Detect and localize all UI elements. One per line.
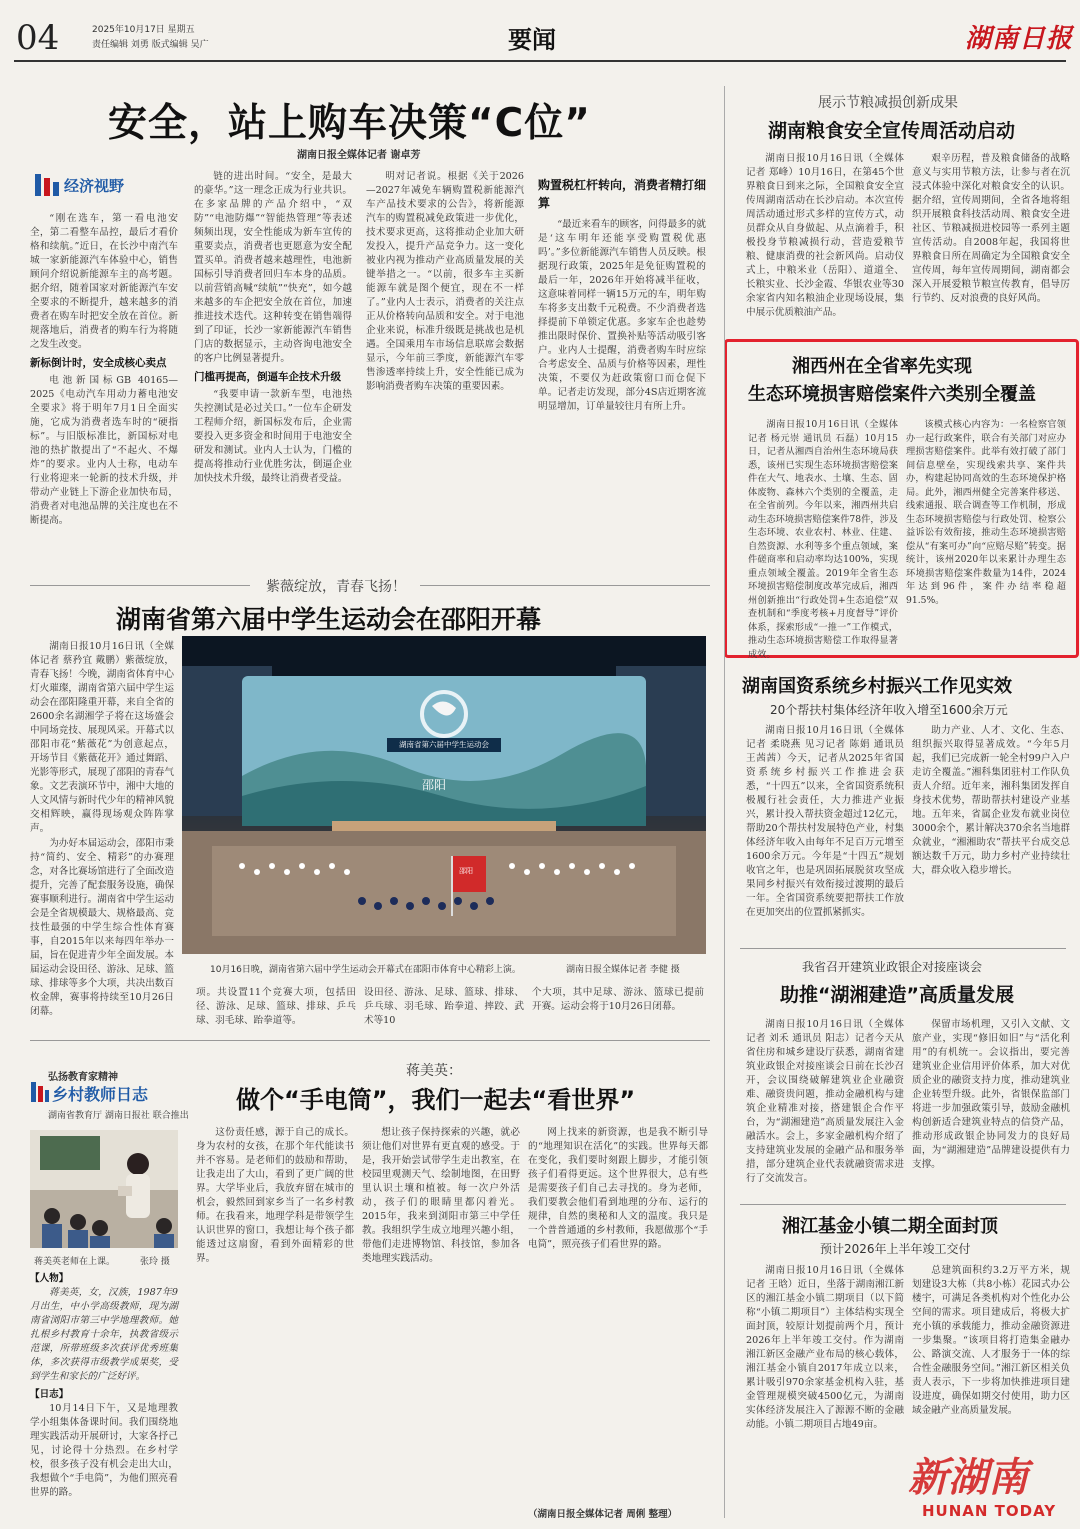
- sports-bottom-para-2: 设田径、游泳、足球、篮球、排球、乒乓球、羽毛球、跆拳道、摔跤、武术等10: [364, 987, 524, 1026]
- classroom-illustration: [30, 1130, 178, 1248]
- teacher-kicker: 蒋美英：: [406, 1063, 462, 1079]
- teacher-profile-label: 【人物】: [30, 1273, 69, 1284]
- economy-column-icon: [34, 172, 60, 198]
- teacher-column-label: 乡村教师日志: [52, 1085, 149, 1104]
- car-column-2: [194, 170, 352, 559]
- jianzhu-column-2: [912, 1018, 1070, 1196]
- column-badge-economy: [34, 172, 134, 198]
- sports-paragraph-1: 湖南日报10月16日讯（全媒体记者 蔡矜宜 戴鹏）紫薇绽放，青春飞扬！今晚，湖南省体育中心灯火璀璨，湖南省第六届中学生运动会在邵阳隆重开幕，来自全省的2600余名湖湘学子将在这场盛会中同场竞技、展现风采。开幕式以邵阳市花“紫薇花”为创意起点，开场节目《紫薇花开》通过舞蹈、光影等形式，展现了邵阳的青春气象。文艺表演环节中，湘中大地的人文风情与新时代少年的精神风貌交相辉映，赢得现场观众阵阵掌声。: [30, 641, 174, 834]
- xiangxi-paragraph-1: 湖南日报10月16日讯（全媒体记者 杨元崇 通讯员 石磊）10月15日，记者从湘西自治州生态环境局获悉，该州已实现生态环境损害赔偿案件在大气、地表水、土壤、生态、固体废物、森林六个类别的全覆盖，走在全省前列。今年以来，湘西州共启动生态环境损害赔偿案件78件，涉及生态环境、农业农村、林业、住建、自然资源、水利等多个重点领域，案件磋商率和启动率均达100%，实现重点领域全覆盖。2019年全省生态环境损害赔偿制度改革完成后，湘西州创新推出“行政处罚+生态追偿”双查机制和“季度考核+月度督导”评价体系，探索形成“一推一”工作模式，推动生态环境损害赔偿工作取得显著成效。: [748, 419, 898, 660]
- horizontal-divider-teacher: [30, 1040, 710, 1041]
- teacher-photo-caption: 蒋美英老师在上课。: [34, 1257, 116, 1267]
- car-paragraph-1b: 电池新国标GB 40165—2025《电动汽车用动力蓄电池安全要求》将于明年7月1日全面实施，它成为消费者选车时的“硬指标”。与旧版标准比，新国标对电池的热扩散提出了“不起火、不爆炸”的要求。业内人士称，电动车行业将迎来一轮新的技术升级，并带动产业链上下游企业加快布局，消费者对电池品牌的关注度也在不断提高。: [30, 375, 178, 526]
- header-rule: [14, 60, 1066, 62]
- jianzhu-headline: 助推“湖湘建造”高质量发展: [780, 984, 1014, 1006]
- car-subhead-2: 门槛再提高，倒逼车企技术升级: [194, 371, 341, 383]
- teacher-column-badge: [30, 1080, 190, 1106]
- stadium-illustration: [182, 636, 706, 954]
- teacher-column-4: [528, 1126, 708, 1494]
- xiangxi-headline-line1: 湘西州在全省率先实现: [792, 356, 972, 377]
- teacher-signature: （湖南日报全媒体记者 周俐 整理）: [528, 1509, 678, 1520]
- teacher-column-2: [196, 1126, 354, 1522]
- teacher-column-org: 湖南省教育厅 湖南日报社 联合推出: [48, 1111, 189, 1121]
- watermark-logo: [900, 1446, 1070, 1526]
- watermark-cn: 新湖南: [908, 1455, 1028, 1501]
- car-headline: 安全，站上购车决策“C位”: [108, 101, 591, 146]
- car-column-3: [366, 170, 524, 559]
- watermark-en: HUNAN TODAY: [922, 1502, 1057, 1520]
- xiangxi-headline-line2: 生态环境损害赔偿案件六类别全覆盖: [748, 384, 1036, 405]
- guozi-paragraph-1: 湖南日报10月16日讯（全媒体记者 柔晓燕 见习记者 陈娟 通讯员 王茜茜）今天，记者从2025年省国资系统乡村振兴工作推进会获悉，“十四五”以来，全省国资系统积极履行社会责任，大力推进产业振兴，累计投入帮扶资金超过12亿元，帮助20个帮扶村发展特色产业，村集体经济年收入由每年不足百万元增至1600余万元。今年是“十四五”规划收官之年，也是巩固拓展脱贫攻坚成果同乡村振兴有效衔接过渡期的最后一年。全省国资系统要把帮扶工作放在更加突出的位置抓紧抓实。: [746, 725, 904, 918]
- guozi-column-2: [912, 724, 1070, 938]
- sports-paragraph-1b: 为办好本届运动会，邵阳市秉持“简约、安全、精彩”的办赛理念，对各比赛场馆进行了全面改造提升，完善了配套服务设施，确保赛事顺利进行。湖南省中学生运动会是全省规模最大、规格最高、竞技性最强的中学生综合性体育赛事，自2015年以来每四年举办一届，旨在促进青少年全面发展。本届运动会设田径、游泳、足球、篮球、排球等多个大项，共决出数百枚金牌，赛事将持续至10月26日闭幕。: [30, 838, 174, 1017]
- xiangxi-paragraph-2: 该模式核心内容为：一名检察官领办一起行政案件，联合有关部门对应办理损害赔偿案件。此举有效打破了部门间信息壁垒，实现线索共享、案件共办，构建起协同高效的生态环境保护格局。此外，湘西州健全完善案件移送、线索通报、联合调查等工作机制，形成生态环境损害赔偿与行政处罚、检察公益诉讼有效衔接，推动生态环境损害赔偿从“有案可办”向“应赔尽赔”转变。据统计，该州2020年以来累计办理生态环境损害赔偿案件数量为14件，2024年达到96件，案件办结率稳超91.5%。: [906, 419, 1066, 606]
- fund-column-1: [746, 1264, 904, 1522]
- car-paragraph-4: “最近来看车的顾客，问得最多的就是‘这车明年还能享受购置税优惠吗’。”多位新能源汽车销售人员反映。根据现行政策，2025年是免征购置税的最后一年，2026年开始将减半征收，这意味着同样一辆15万元的车，明年购车将多支出数千元税费。不少消费者选择提前下单锁定优惠。多家车企也趁势推出限时保价、置换补贴等活动吸引客户。业内人士提醒，消费者购车时应综合考虑安全、品质与价格等因素，理性决策，不要仅为赶政策窗口而仓促下单。记者走访发现，部分4S店近期客流明显增加，订单量较往月有所上升。: [538, 219, 706, 412]
- car-subhead-1: 新标倒计时，安全成核心卖点: [30, 357, 167, 369]
- guozi-subheadline: 20个帮扶村集体经济年收入增至1600余万元: [770, 703, 1008, 717]
- teacher-headline: 做个“手电筒”，我们一起去“看世界”: [236, 1086, 636, 1114]
- grain-headline: 湖南粮食安全宣传周活动启动: [768, 120, 1016, 142]
- car-paragraph-2: 链的进出时间。“安全，是最大的豪华。”这一理念正成为行业共识。在多家品牌的产品介绍中，“双防”“电池防爆”“智能热管理”等表述频频出现，安全性能成为新车宣传的重要卖点，消费者也更愿意为安全配置买单。消费者越来越理性，电池新国标引导消费者回归车本身的品质。以前营销高喊“续航”“快充”，如今越来越多的车企把安全放在首位，加速推进技术迭代。这种转变在销售端得到了印证，长沙一家新能源汽车销售门店的数据显示，主动咨询电池安全的客户比例显著提升。: [194, 171, 352, 364]
- teacher-paragraph-3: 想让孩子保持探索的兴趣，就必须让他们对世界有更直观的感受。于是，我开始尝试带学生走出教室，在校园里观测天气、绘制地图，在田野里认识土壤和植被。每一次户外活动，孩子们的眼睛里都闪着光。2015年，我来到浏阳市第三中学任教。我组织学生成立地理兴趣小组，带他们走进博物馆、科技馆，参加各类地理实践活动。: [362, 1127, 520, 1264]
- sports-top-rule-right: [420, 585, 710, 586]
- teacher-paragraph-2: 这份责任感，源于自己的成长。身为农村的女孩，在那个年代能读书并不容易。是老师们的鼓励和帮助，让我走出了大山，看到了更广阔的世界。大学毕业后，我放弃留在城市的机会，毅然回到家乡当了一名乡村教师。在我看来，地理学科是带领学生认识世界的窗口，我想让每个孩子都能透过这扇窗，看到外面精彩的世界。: [196, 1127, 354, 1264]
- sports-bottom-col-3: [532, 986, 704, 1032]
- guozi-headline: 湖南国资系统乡村振兴工作见实效: [742, 676, 1012, 697]
- fund-subheadline: 预计2026年上半年竣工交付: [820, 1242, 971, 1256]
- fund-paragraph-1: 湖南日报10月16日讯（全媒体记者 王晗）近日，坐落于湖南湘江新区的湘江基金小镇二期项目（以下简称“小镇二期项目”）主体结构实现全面封顶，较原计划提前两个月，预计2026年上半年竣工交付。作为湖南湘江新区金融产业布局的核心载体，湘江基金小镇自2017年成立以来，累计吸引970余家基金机构入驻，基金管理规模突破4500亿元，为湖南实体经济发展注入了源源不断的金融动能。小镇二期项目占地49亩。: [746, 1265, 904, 1430]
- sports-photographer: 湖南日报全媒体记者 李健 摄: [566, 965, 680, 975]
- section-title: 要闻: [508, 25, 556, 54]
- car-column-4: [538, 218, 706, 559]
- guozi-paragraph-2: 助力产业、人才、文化、生态、组织振兴取得显著成效。“今年5月起，我们已完成新一轮全村99户入户走访全覆盖。”湘科集团驻村工作队负责人介绍。近年来，湘科集团发挥自身技术优势，帮助帮扶村建设产业基地。五年来，省属企业发布就业岗位3000余个，累计解决370余名当地群众就业，“湘湘助农”帮扶平台成交总额达数千万元，助力乡村产业持续壮大，群众收入稳步增长。: [912, 725, 1070, 876]
- sports-top-rule: [30, 585, 250, 586]
- xiangxi-column-2: [906, 418, 1066, 652]
- editors-line: 责任编辑 刘勇 版式编辑 吴广: [92, 40, 209, 50]
- teacher-column-3: [362, 1126, 520, 1522]
- teacher-diary: 10月14日下午，又是地理教学小组集体备课时间。我们围绕地理实践活动开展研讨，大家各抒己见，讨论得十分热烈。在乡村学校，很多孩子没有机会走出大山，我想做个“手电筒”，为他们照亮看世界的路。: [30, 1403, 178, 1498]
- jianzhu-column-1: [746, 1018, 904, 1196]
- sports-bottom-para-1: 项。共设置11个竞赛大项，包括田径、游泳、足球、篮球、排球、乒乓球、羽毛球、跆拳道等。: [196, 987, 356, 1026]
- page-header: [0, 0, 1080, 60]
- teacher-column-kicker: 弘扬教育家精神: [48, 1072, 118, 1083]
- teacher-column-icon: [30, 1080, 50, 1104]
- sports-bottom-col-1: [196, 986, 356, 1032]
- jianzhu-paragraph-2: 保留市场机理，又引入文献、文旅产业，实现“修旧如旧”与“活化利用”的有机统一。会议指出，要完善建筑业企业信用评价体系，加大对优质企业的融资支持力度，推动建筑业企业转型升级。此外，省银保监部门将进一步加强政策引导，鼓励金融机构创新适合建筑业特点的信贷产品，推动形成政银企协同发力的良好局面，为“湖湘建造”品牌建设提供有力支撑。: [912, 1019, 1070, 1170]
- teacher-paragraph-4: 网上找来的新资源，也是我不断引导的“地理知识在活化”的实践。世界每天都在变化，我们要时刻跟上脚步，才能引领孩子们看得更远。这个世界很大，总有些是需要孩子们自己去寻找的。身为老师，我们要教会他们看到地理的分布、运行的规律，自然的奥秘和人文的温度。我只是一个普普通通的乡村教师，我愿做那个“手电筒”，照亮孩子们看世界的路。: [528, 1127, 708, 1250]
- sports-kicker: 紫薇绽放，青春飞扬！: [258, 576, 414, 596]
- sports-bottom-col-2: [364, 986, 524, 1032]
- xiangxi-column-1: [748, 418, 898, 660]
- sports-headline: 湖南省第六届中学生运动会在邵阳开幕: [116, 605, 542, 634]
- teacher-diary-label: 【日志】: [30, 1389, 69, 1400]
- guozi-divider: [740, 948, 1066, 949]
- sports-bottom-para-3: 个大项，其中足球、游泳、篮球已提前开赛。运动会将于10月26日闭幕。: [532, 987, 704, 1012]
- sports-column-1: [30, 640, 174, 1030]
- car-subhead-3: 购置税杠杆转向，消费者精打细算: [538, 178, 707, 210]
- car-paragraph-3: 明对记者说。根据《关于2026—2027年减免车辆购置税新能源汽车产品技术要求的公告》，将新能源汽车的购置税减免政策进一步优化，技术要求更高，这将推动企业加大研发投入，提升产品竞争力。这一变化被业内视为推动产业高质量发展的关键举措之一。“以前，很多车主买新能源车就是图个便宜，现在不一样了。”业内人士表示，消费者的关注点正从价格转向品质和安全。对于电池企业来说，标准升级既是挑战也是机遇。全国乘用车市场信息联席会数据显示，今年前三季度，新能源汽车零售渗透率持续上升，安全性能已成为影响消费者购车决策的重要因素。: [366, 171, 524, 392]
- car-paragraph-2b: “我要申请一款新车型，电池热失控测试是必过关口。”一位车企研发工程师介绍，新国标发布后，企业需要投入更多资金和时间用于电池安全研发和测试。业内人士认为，门槛的提高将推动行业优胜劣汰，倒逼企业加快技术升级，最终让消费者受益。: [194, 389, 352, 484]
- jianzhu-paragraph-1: 湖南日报10月16日讯（全媒体记者 刘禾 通讯员 阳志）记者今天从省住房和城乡建设厅获悉，湖南省建筑业政银企对接座谈会日前在长沙召开，会议围绕破解建筑业企业融资难、融资贵问题，推动金融机构与建筑企业精准对接，搭建银企合作平台，为“湖湘建造”高质量发展注入金融活水。会上，多家金融机构介绍了支持建筑业发展的金融产品和服务举措，部分建筑企业代表就融资需求进行了交流发言。: [746, 1019, 904, 1184]
- grain-paragraph-1: 湖南日报10月16日讯（全媒体记者 郑峰）10月16日，在第45个世界粮食日到来之际，全国粮食安全宣传周湖南活动在长沙启动。本次宣传周活动通过形式多样的宣传方式，动员群众从自身做起、从点滴着手，积极投身节粮减损行动，营造爱粮节粮、健康消费的社会新风尚。启动仪式上，中粮米业（岳阳）、道道全、长粮实业、长沙金霞、华银农业等30余家省内知名粮油企业现场设展，集中展示优质粮油产品。: [746, 153, 904, 318]
- screen-city-sign: 邵阳: [422, 778, 447, 792]
- teacher-profile: 蒋美英，女，汉族，1987年9月出生，中小学高级教师，现为湖南省浏阳市第三中学地理教师。她扎根乡村教育十余年，执教省级示范课，所带班级多次获评优秀班集体，多次获得市级教学成果奖，受到学生和家长的广泛好评。: [30, 1287, 178, 1382]
- economy-column-label: 经济视野: [64, 177, 125, 195]
- vertical-divider-main: [724, 86, 725, 1518]
- masthead-logo: 湖南日报: [965, 24, 1074, 54]
- flag-text: 邵阳: [459, 867, 473, 875]
- fund-paragraph-2: 总建筑面积约3.2万平方米，规划建设3大栋（共8小栋）花园式办公楼宇，可满足各类机构对个性化办公空间的需求。项目建成后，将极大扩充小镇的承载能力，推动金融资源进一步集聚。“该项目将打造集金融办公、路演交流、人才服务于一体的综合性金融服务空间。”湘江新区相关负责人表示，下一步将加快推进项目建设进度，确保如期交付使用，助力区域金融产业高质量发展。: [912, 1265, 1070, 1416]
- page-number: 04: [16, 18, 60, 58]
- sports-photo-caption: 10月16日晚，湖南省第六届中学生运动会开幕式在邵阳市体育中心精彩上演。: [210, 965, 521, 975]
- guozi-column-1: [746, 724, 904, 938]
- grain-paragraph-2: 艰辛历程，普及粮食储备的战略意义与实用节粮方法，让参与者在沉浸式体验中深化对粮食安全的认识。据介绍，宣传周期间，全省各地将组织开展粮食科技活动周、粮食安全进社区、节粮减损进校园等一系列主题宣传活动。自2008年起，我国将世界粮食日所在周确定为全国粮食安全宣传周，每年宣传周期间，湖南都会深入开展爱粮节粮宣传教育，倡导厉行节约、反对浪费的良好风尚。: [912, 153, 1070, 304]
- sports-photo: [182, 636, 706, 954]
- car-column-1: [30, 212, 178, 559]
- car-paragraph-1: “刚在选车，第一看电池安全，第二看整车品控，最后才看价格和续航。”近日，在长沙中南汽车城一家新能源汽车体验中心，销售顾问介绍说新能源车主的高考题。据介绍，随着国家对新能源汽车安全要求的不断提升，越来越多的消费者在购车时把安全放在首位。新规落地后，消费者的购车行为将随之发生改变。: [30, 213, 178, 350]
- grain-column-1: [746, 152, 904, 332]
- screen-banner-text: 湖南省第六届中学生运动会: [399, 740, 489, 749]
- grain-kicker: 展示节粮减损创新成果: [818, 95, 958, 111]
- teacher-photo: [30, 1130, 178, 1248]
- fund-headline: 湘江基金小镇二期全面封顶: [782, 1216, 998, 1237]
- jianzhu-divider: [740, 1204, 1066, 1205]
- teacher-photographer: 张玲 摄: [140, 1257, 170, 1267]
- issue-date: 2025年10月17日 星期五: [92, 25, 195, 35]
- teacher-sidebar: [30, 1272, 178, 1522]
- grain-column-2: [912, 152, 1070, 332]
- car-byline: 湖南日报全媒体记者 谢卓芳: [297, 150, 421, 161]
- jianzhu-kicker: 我省召开建筑业政银企对接座谈会: [802, 960, 983, 974]
